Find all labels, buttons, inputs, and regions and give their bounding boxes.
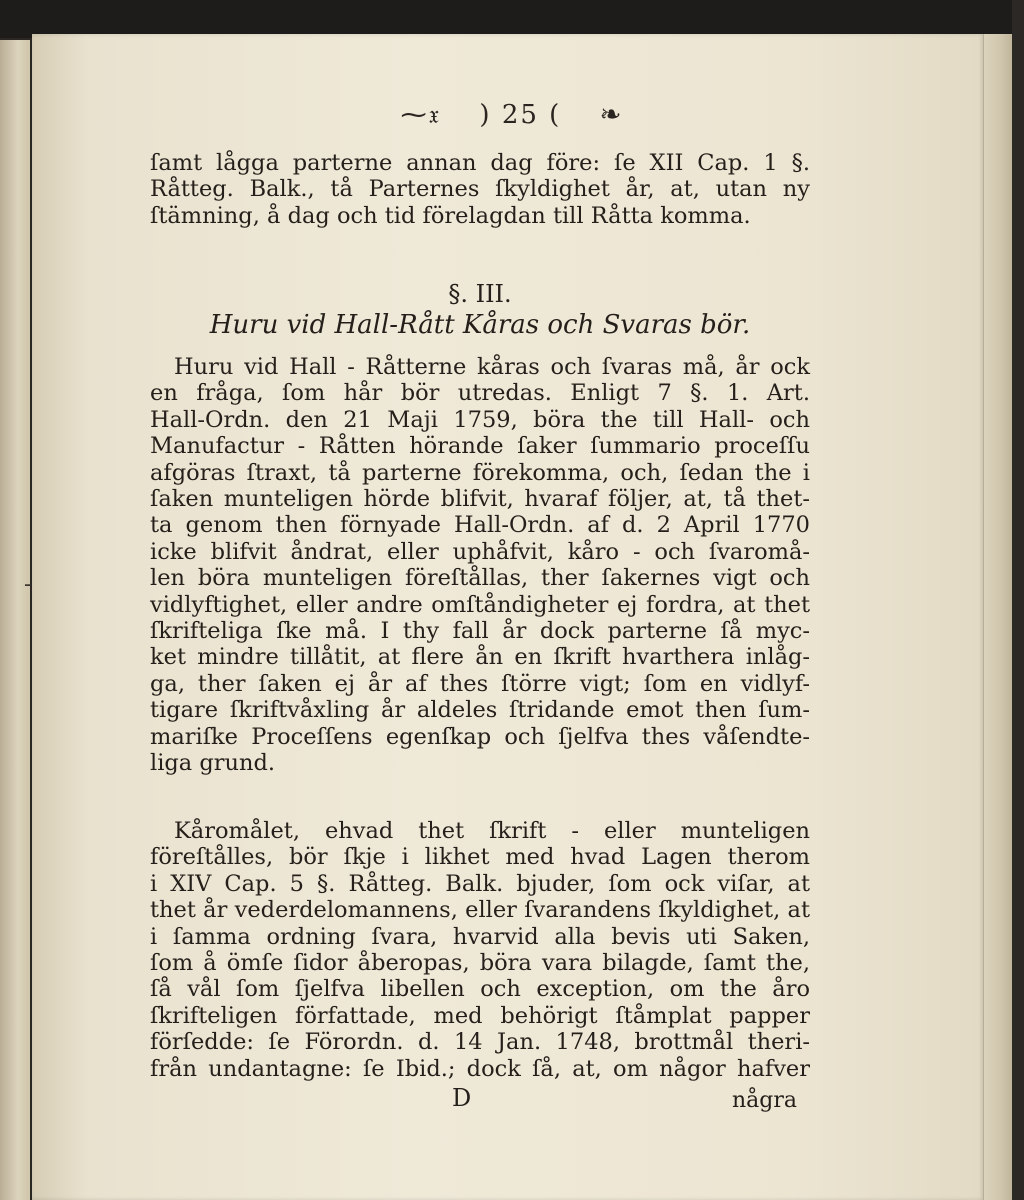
section-heading: Huru vid Hall-Rått Kåras och Svaras bör. [209,310,751,340]
text-line: föreſtålles, bör ſkje i likhet med hvad Lagen therom [150,844,810,871]
margin-mark: - [24,572,32,597]
text-line: afgöras ſtraxt, tå parterne förekomma, och, ſedan the i [150,459,810,486]
text-line: Råtteg. Balk., tå Parternes ſkyldighet år, at, utan ny [150,176,810,203]
facing-page-edge [0,40,30,1200]
running-header [0,100,1024,131]
section-number: §. III. [448,280,512,308]
text-line: Kåromålet, ehvad thet ſkrift - eller munteligen [174,818,810,844]
header-right-ornament: ❧ [599,100,624,130]
text-line: ſå vål ſom ſjelfva libellen och exception, om the åro [150,976,810,1003]
text-line: vidlyftighet, eller andre omſtåndigheter ej fordra, at thet [150,591,810,618]
scan-border-right [1012,0,1024,1200]
paragraph-1 [150,150,810,229]
text-line: ſtämning, å dag och tid förelagdan till Råtta komma. [150,202,751,229]
text-line: mariſke Proceſſens egenſkap och ſjelfva thes våſendte- [150,723,810,750]
catchword: några [732,1088,798,1113]
text-line: förſedde: ſe Förordn. d. 14 Jan. 1748, brottmål theri- [150,1029,810,1056]
header-left-ornament: ⁓𝔵 [400,100,442,130]
text-line: i ſamma ordning ſvara, hvarvid alla bevis uti Saken, [150,923,810,950]
text-line: tigare ſkriftvåxling år aldeles ſtridande emot then ſum- [150,697,810,724]
text-line: ſaken munteligen hörde blifvit, hvaraf följer, at, tå thet- [150,486,810,513]
page-number: ) 25 ( [479,100,562,130]
signature-mark: D [452,1084,472,1112]
paragraph-3 [150,818,810,1082]
text-line: liga grund. [150,750,276,777]
text-line: ſamt lågga parterne annan dag före: ſe XII Cap. 1 §. [150,150,810,176]
text-line: ſom å ömſe ſidor åberopas, böra vara bilagde, ſamt the, [150,950,810,977]
text-line: Manufactur - Råtten hörande ſaker ſummario proceſſu [150,433,810,460]
text-line: len böra munteligen föreſtållas, ther ſakernes vigt och [150,565,810,592]
paragraph-2 [150,354,810,777]
text-line: ket mindre tillåtit, at flere ån en ſkrift hvarthera inlåg- [150,644,810,671]
text-line: ga, ther ſaken ej år af thes ſtörre vigt; ſom en vidlyf- [150,670,810,697]
text-line: ſkrifteligen författade, med behörigt ſtåmplat papper [150,1002,810,1029]
text-line: thet år vederdelomannens, eller ſvarandens ſkyldighet, at [150,897,810,924]
text-line: Hall-Ordn. den 21 Maji 1759, böra the till Hall- och [150,406,810,433]
text-line: i XIV Cap. 5 §. Råtteg. Balk. bjuder, ſom ock viſar, at [150,870,810,897]
text-line: från undantagne: ſe Ibid.; dock ſå, at, om någor hafver [150,1055,810,1082]
text-line: icke blifvit åndrat, eller uphåfvit, kåro - och ſvaromå- [150,538,810,565]
page-stack-edge [983,34,1012,1200]
text-line: ſkrifteliga ſke må. I thy fall år dock parterne ſå myc- [150,618,810,645]
text-line: Huru vid Hall - Råtterne kåras och ſvaras må, år ock [174,354,810,380]
text-line: en fråga, ſom hår bör utredas. Enligt 7 §. 1. Art. [150,380,810,407]
text-line: ta genom then förnyade Hall-Ordn. af d. 2 April 1770 [150,512,810,539]
